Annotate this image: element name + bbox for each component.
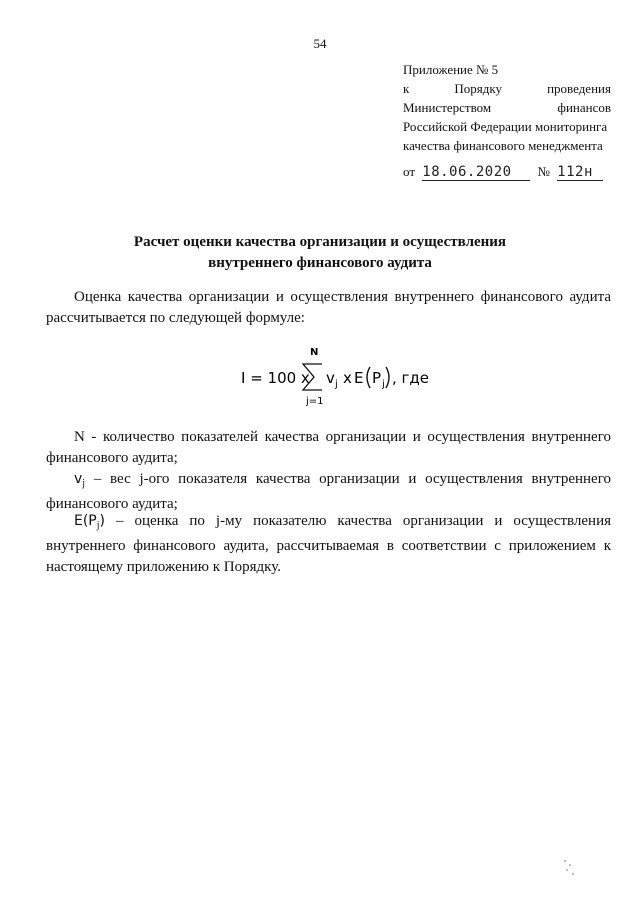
annex-word: Порядку — [454, 81, 503, 96]
document-title — [0, 232, 640, 274]
formula-e: E — [354, 369, 364, 387]
v-subscript: j — [82, 478, 86, 489]
formula-lhs: I = 100 x — [241, 369, 310, 387]
annex-line-5: качества финансового менеджмента — [403, 138, 603, 153]
formula-times: x — [343, 369, 352, 387]
definition-n: N - количество показателей качества организации и осуществления внутреннего финансового аудита; — [46, 429, 611, 466]
formula-svg — [0, 346, 640, 410]
annex-line-2 — [403, 79, 611, 98]
annex-word: Министерством — [403, 100, 492, 115]
e-symbol: E(P — [74, 513, 97, 529]
formula — [0, 346, 640, 410]
formula-v: v — [326, 369, 335, 387]
definition-e — [46, 511, 611, 578]
document-number: 112н — [557, 165, 603, 181]
page-number: 54 — [313, 36, 327, 51]
formula-p-sub: j — [382, 379, 385, 390]
formula-v-sub: j — [335, 379, 338, 390]
from-label: от — [403, 164, 416, 179]
annex-word: к — [403, 81, 410, 96]
annex-word: финансов — [557, 100, 611, 115]
scan-speck — [562, 858, 576, 876]
number-label: № — [537, 164, 550, 179]
annex-line-3 — [403, 98, 611, 117]
sum-lower-limit: j=1 — [306, 396, 324, 407]
right-paren-icon — [386, 367, 389, 388]
annex-title: Приложение № 5 — [403, 62, 499, 77]
left-paren-icon — [367, 367, 370, 388]
formula-p: P — [372, 369, 382, 387]
sum-upper-limit: N — [310, 347, 319, 358]
title-line-2: внутреннего финансового аудита — [208, 255, 432, 271]
v-definition-text: – вес j-ого показателя качества организации и осуществления внутреннего финансового аудита; — [46, 471, 611, 512]
e-close-paren: ) — [99, 513, 105, 529]
intro-paragraph: Оценка качества организации и осуществления внутреннего финансового аудита рассчитывается по следующей формуле: — [46, 289, 611, 326]
document-date: 18.06.2020 — [422, 165, 530, 181]
formula-tail: , где — [392, 369, 430, 387]
title-line-1: Расчет оценки качества организации и осуществления — [133, 234, 507, 250]
definition-v — [46, 469, 611, 515]
annex-line-4: Российской Федерации мониторинга — [403, 119, 608, 134]
annex-word: проведения — [547, 81, 611, 96]
annex-header — [403, 60, 611, 155]
e-subscript: j — [96, 520, 100, 531]
document-reference — [403, 164, 611, 181]
v-symbol: v — [74, 471, 83, 487]
e-definition-text: – оценка по j-му показателю качества организации и осуществления внутреннего финансового аудита, рассчитываемая в соответствии с приложением к настоящему приложению к Порядку. — [46, 513, 611, 575]
